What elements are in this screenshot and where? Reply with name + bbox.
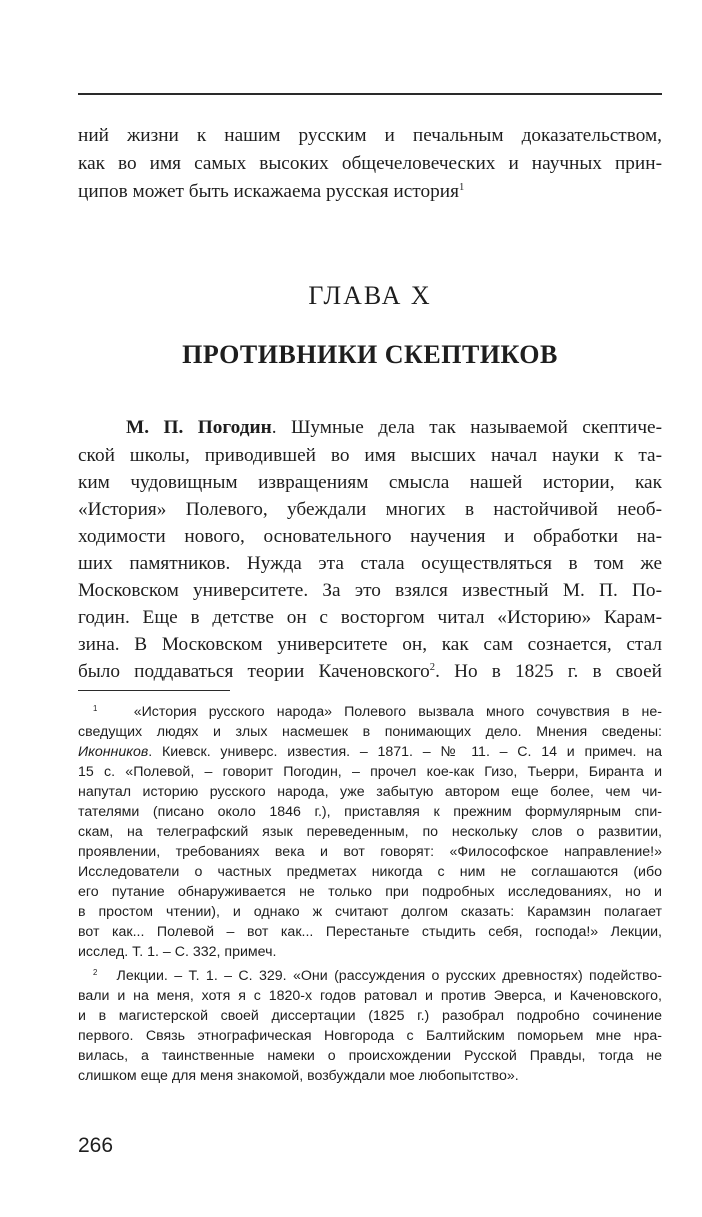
continuation-line: как во имя самых высоких общечеловеческих и научных прин- [78, 153, 662, 174]
section-last-line-end: . Но в 1825 г. в своей [435, 661, 662, 682]
section-line: годин. Еще в детстве он с восторгом читал «Историю» Карам- [78, 607, 662, 628]
footnote-line [78, 742, 662, 762]
footnote-separator [78, 690, 230, 691]
continuation-text: ципов может быть искажаема русская история [78, 181, 459, 202]
section-line: «История» Полевого, убеждали многих в настойчивой необ- [78, 499, 662, 520]
footnote-line: первого. Связь этнографическая Новгорода с Балтийским поморьем мне нра- [78, 1028, 662, 1044]
chapter-title: ПРОТИВНИКИ СКЕПТИКОВ [182, 340, 558, 369]
section-line: зина. В Московском университете он, как сам сознается, стал [78, 634, 662, 655]
footnote-line [93, 966, 662, 986]
footnote-line: 15 с. «Полевой, – говорит Погодин, – прочел кое-как Гизо, Тьерри, Биранта и [78, 764, 662, 780]
section-first-line [126, 414, 662, 441]
section-lead-name: М. П. Погодин [126, 417, 272, 438]
section-line: ших памятников. Нужда эта стала осуществляться в том же [78, 553, 662, 574]
section-line: ходимости нового, основательного научения и обработки на- [78, 526, 662, 547]
footnote-marker-2: 2 [93, 967, 98, 977]
section-line: Московском университете. За это взялся известный М. П. По- [78, 580, 662, 601]
footnote-line: вот как... Полевой – вот как... Перестаньте стыдить себя, господа!» Лекции, [78, 924, 662, 940]
footnote-line: тателями (писано около 1846 г.), приставляя к прежним формулярным спи- [78, 804, 662, 820]
footnote-reference-1: 1 [458, 182, 465, 194]
footnote-line: проявлении, требованиях века и вот говорят: «Философское направление!» [78, 844, 662, 860]
header-rule [78, 93, 662, 95]
continuation-line: ний жизни к нашим русским и печальным доказательством, [78, 125, 662, 146]
footnote-line: сведущих людях и злых насмешек в понимающих дело. Мнения сведены: [78, 724, 662, 740]
chapter-label: ГЛАВА X [308, 281, 432, 310]
page-number: 266 [78, 1134, 114, 1157]
footnote-line: исслед. Т. 1. – С. 332, примеч. [78, 944, 277, 960]
footnote-line: и в магистерской своей диссертации (1825 г.) разобрал подробно сочинение [78, 1008, 662, 1024]
footnote-text: Лекции. – Т. 1. – С. 329. «Они (рассуждения о русских древностях) подейство- [116, 968, 662, 984]
footnote-line: напутал историю русского народа, уже забытую автором еще более, чем чи- [78, 784, 662, 800]
footnote-line: вали и на меня, хотя я с 1820-х годов ратовал и против Эверса, и Каченовского, [78, 988, 662, 1004]
section-line [78, 658, 662, 685]
footnote-line: Исследователи о частных предметах никогда с ним не соглашаются (ибо [78, 864, 662, 880]
footnote-marker-1: 1 [93, 703, 98, 713]
footnote-line [93, 702, 662, 722]
footnote-line: в простом чтении), и однако ж считают долгом сказать: Карамзин полагает [78, 904, 662, 920]
footnote-text: . Киевск. универс. известия. – 1871. – № 11. – С. 14 и примеч. на [148, 744, 662, 760]
footnote-line: вилась, а таинственные намеки о происхождении Русской Правды, тогда не [78, 1048, 662, 1064]
footnote-text: «История русского народа» Полевого вызвала много сочувствия в не- [133, 704, 663, 720]
section-first-line-text: . Шумные дела так называемой скептиче- [271, 417, 662, 438]
section-last-line-start: было поддаваться теории Каченовского [78, 661, 430, 682]
footnote-reference-2: 2 [429, 662, 436, 674]
section-line: ской школы, приводившей во имя высших начал науки к та- [78, 445, 662, 466]
footnote-author: Иконников [78, 744, 149, 760]
footnote-line: скам, на телеграфский язык переведенным, по нескольку слов о развитии, [78, 824, 662, 840]
section-line: ким чудовищным извращениям смысла нашей истории, как [78, 472, 662, 493]
footnote-line: его путание обнаруживается не только при подробных исследованиях, но и [78, 884, 662, 900]
continuation-last-line [78, 178, 662, 205]
footnote-line: слишком еще для меня знакомой, возбуждали мое любопытство». [78, 1068, 519, 1084]
